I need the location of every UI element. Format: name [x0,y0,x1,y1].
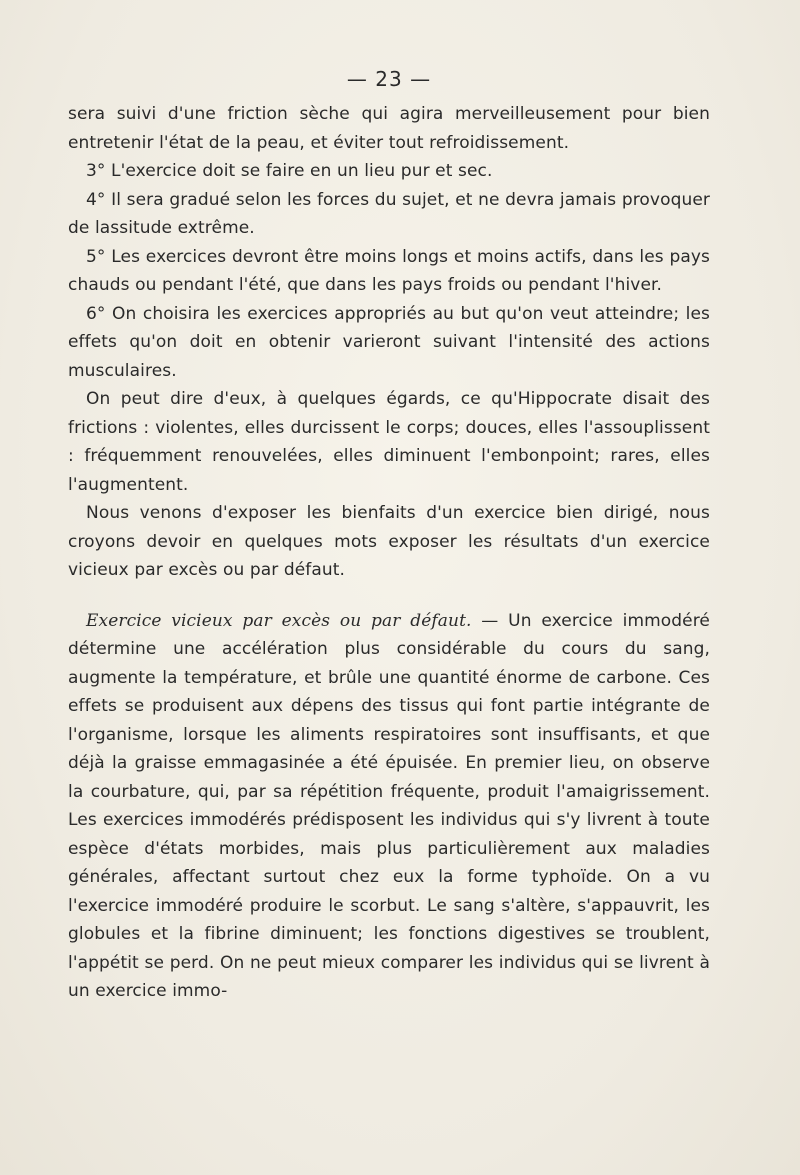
section-heading: Exercice vicieux par excès ou par défaut. [86,610,472,631]
paragraph-rule-5: 5° Les exercices devront être moins longs et moins actifs, dans les pays chauds ou pendant l'été, que dans les pays froids ou pendant l'hiver. [68,246,710,295]
paragraph-rule-4: 4° Il sera gradué selon les forces du sujet, et ne devra jamais provoquer de lassitude extrême. [68,189,710,238]
page-number: — 23 — [346,67,432,91]
paragraph-transition: Nous venons d'exposer les bienfaits d'un exercice bien dirigé, nous croyons devoir en quelques mots exposer les résultats d'un exercice vicieux par excès ou par défaut. [68,503,710,580]
document-page [68,64,710,1006]
paragraph-rule-3: 3° L'exercice doit se faire en un lieu pur et sec. [86,161,493,181]
paragraph-friction: sera suivi d'une friction sèche qui agira merveilleusement pour bien entretenir l'état de la peau, et éviter tout refroidissement. [68,104,710,153]
section-gap [68,585,710,607]
paragraph-rule-6: 6° On choisira les exercices appropriés au but qu'on veut atteindre; les effets qu'on doit en obtenir varieront suivant l'intensité des actions musculaires. [68,303,710,381]
section-exercice-vicieux [68,607,710,1006]
paragraph-hippocrate: On peut dire d'eux, à quelques égards, ce qu'Hippocrate disait des frictions : violentes, elles durcissent le corps; douces, elles l'assouplissent : fréquemment renouvelées, elles diminuent l'embonpoint; rares, elles l'augmentent. [68,389,710,495]
section-body: — Un exercice immodéré détermine une accélération plus considérable du cours du sang, augmente la température, et brûle une quantité énorme de carbone. Ces effets se produisent aux dépens des tissus qui font partie intégrante de l'organisme, lorsque les aliments respiratoires sont insuffisants, et que déjà la graisse emmagasinée a été épuisée. En premier lieu, on observe la courbature, qui, par sa répétition fréquente, produit l'amaigrissement. Les exercices immodérés prédisposent les individus qui s'y livrent à toute espèce d'états morbides, mais plus particulièrement aux maladies générales, affectant surtout chez eux la forme typhoïde. On a vu l'exercice immodéré produire le scorbut. Le sang s'altère, s'appauvrit, les globules et la fibrine diminuent; les fonctions digestives se troublent, l'appétit se perd. On ne peut mieux comparer les individus qui se livrent à un exercice immo- [68,610,710,1001]
